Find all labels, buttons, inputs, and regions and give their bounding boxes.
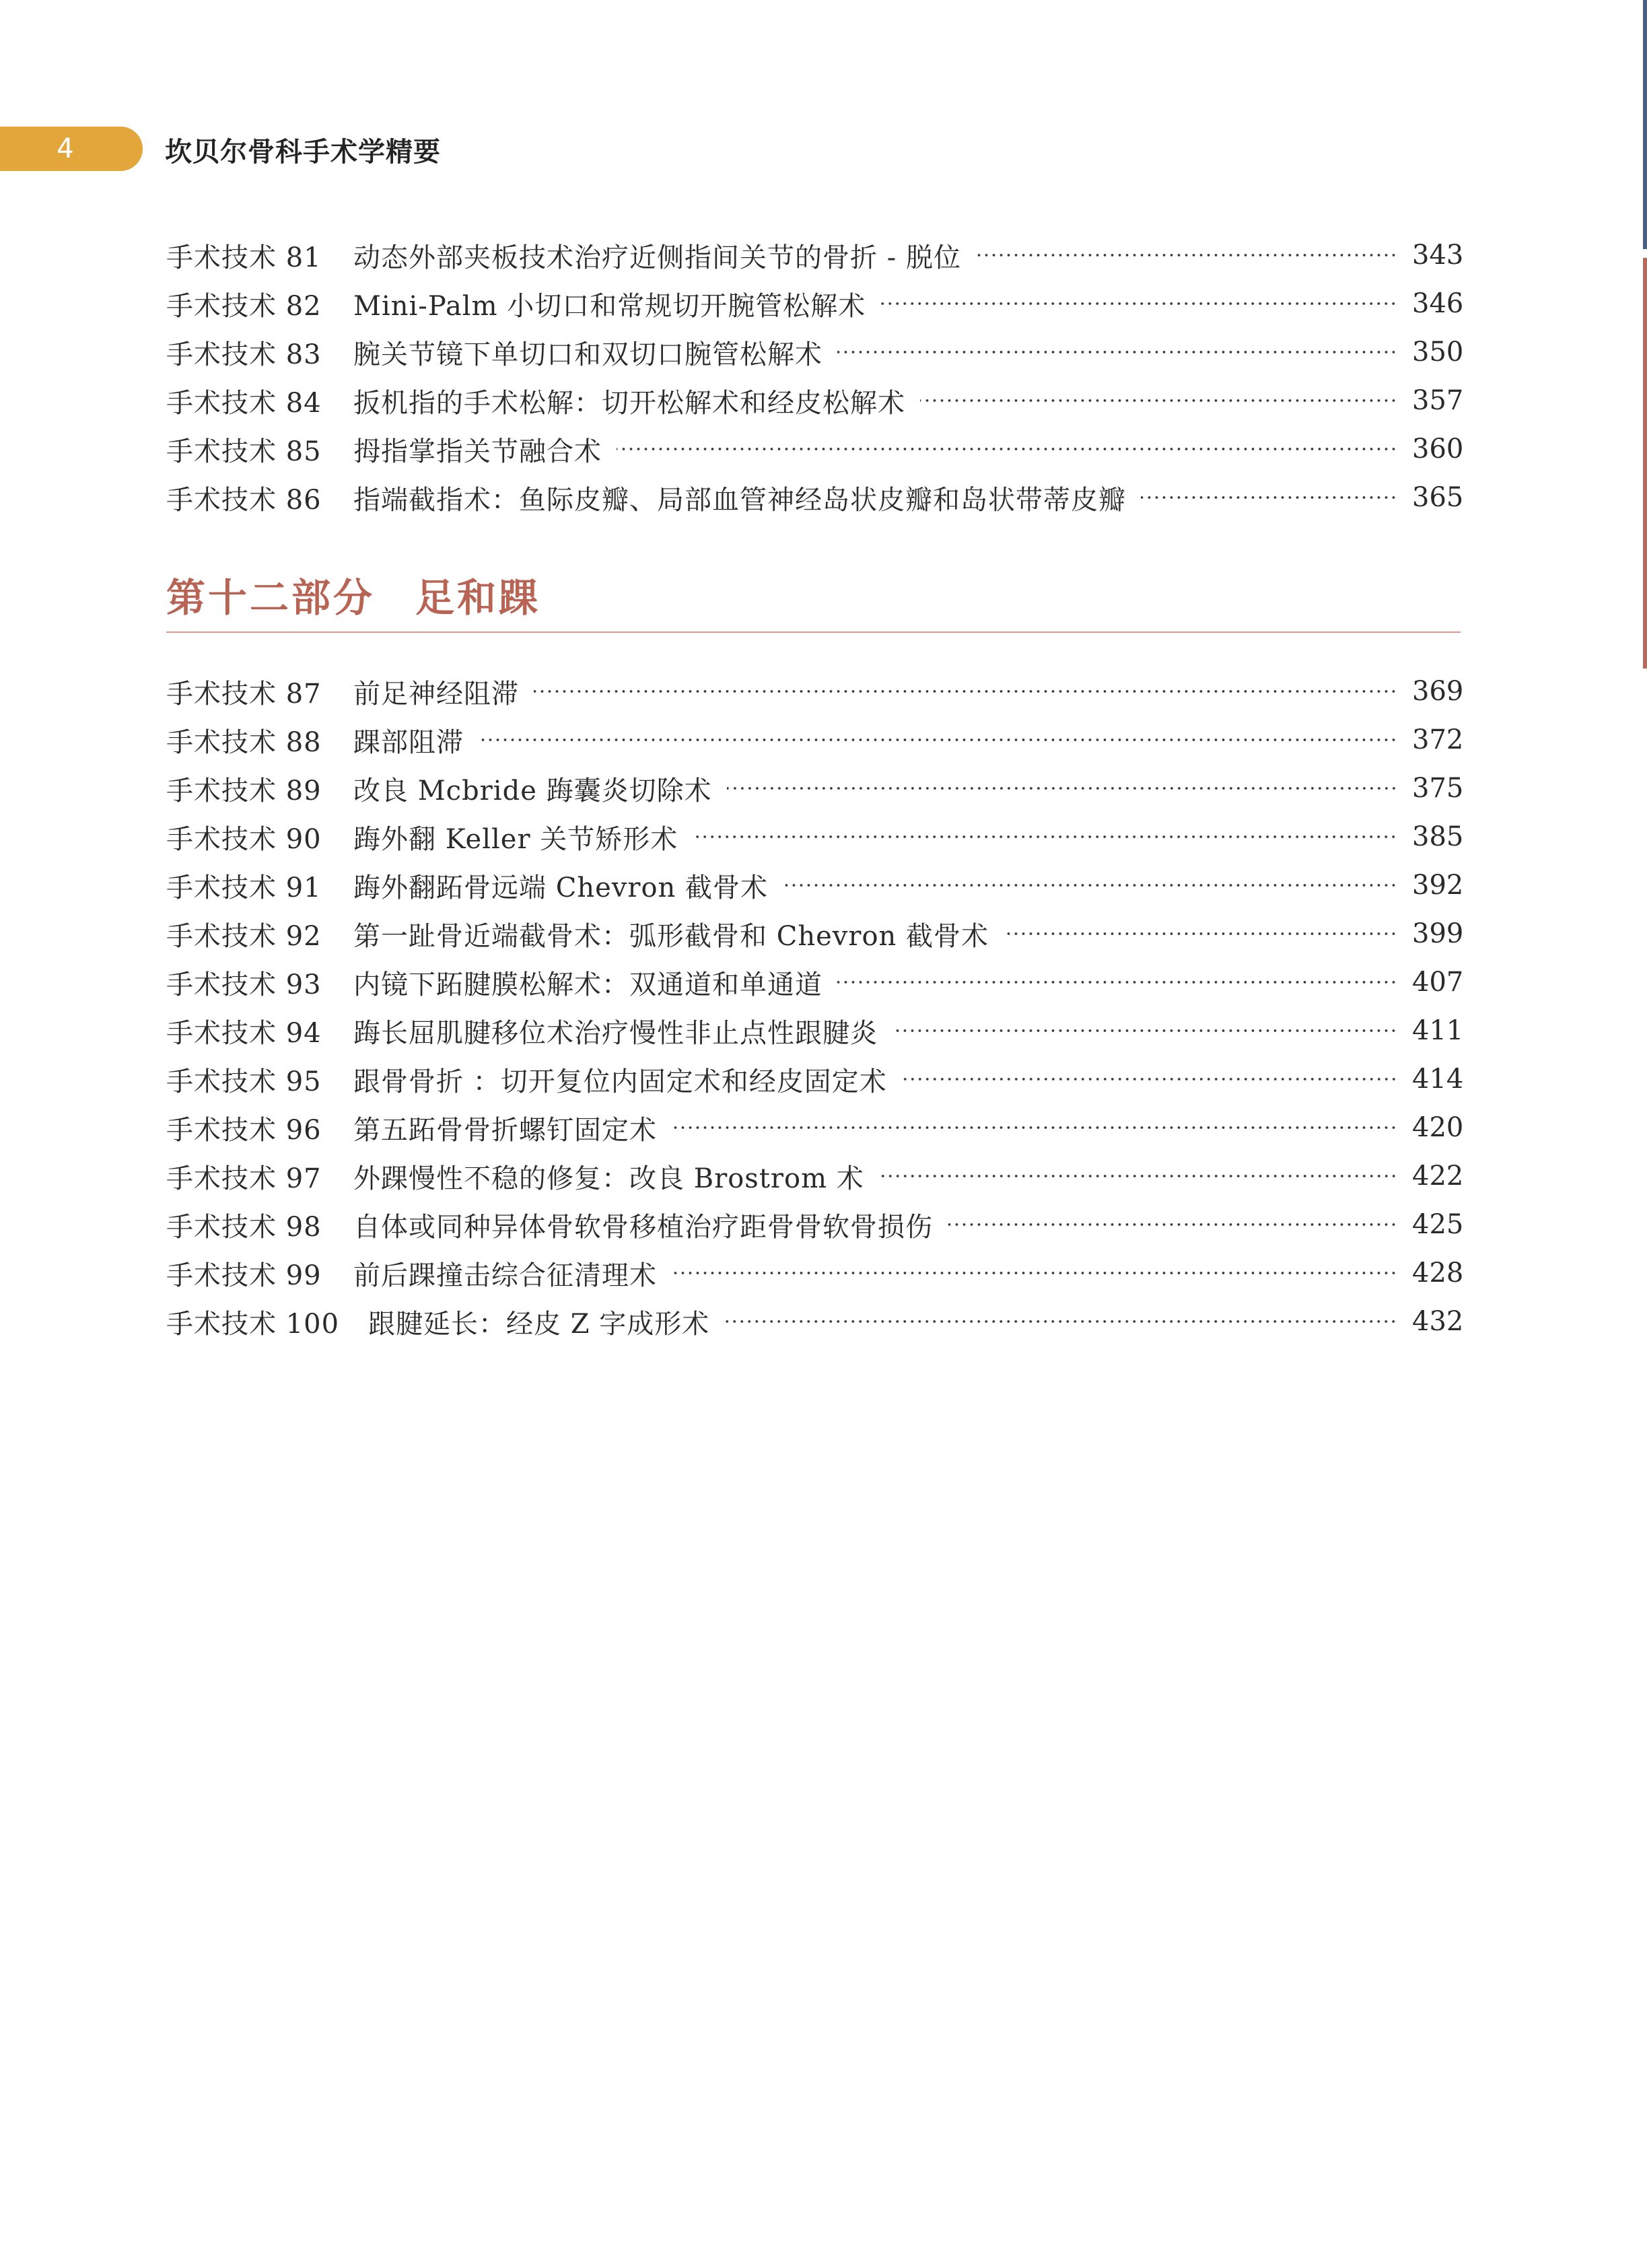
toc-entry[interactable]: [166, 425, 1464, 473]
dot-leader: [892, 1029, 1397, 1033]
toc-list-foot-ankle: [166, 667, 1464, 1346]
toc-entry-page: 425: [1412, 1209, 1464, 1240]
dot-leader: [976, 253, 1397, 257]
toc-entry-label: 手术技术 81: [166, 242, 322, 273]
toc-entry[interactable]: [166, 764, 1464, 813]
toc-entry-page: 432: [1412, 1306, 1464, 1337]
toc-entry[interactable]: [166, 1200, 1464, 1249]
dot-leader: [837, 350, 1397, 354]
toc-entry-label: 手术技术 94: [166, 1017, 322, 1049]
page-number-tab: [0, 127, 143, 171]
toc-entry[interactable]: [166, 909, 1464, 958]
dot-leader: [479, 738, 1397, 742]
toc-entry-label: 手术技术 90: [166, 823, 322, 855]
dot-leader: [534, 689, 1397, 693]
toc-entry[interactable]: [166, 813, 1464, 861]
toc-entry-label: 手术技术 87: [166, 678, 322, 710]
toc-entry-page: 346: [1412, 288, 1464, 319]
toc-entry-page: 407: [1412, 967, 1464, 998]
toc-entry-page: 343: [1412, 240, 1464, 271]
page-number: 4: [57, 133, 74, 164]
toc-entry-title: Mini-Palm 小切口和常规切开腕管松解术: [353, 290, 866, 322]
toc-entry-label: 手术技术 93: [166, 969, 322, 1000]
toc-entry-label: 手术技术 100: [166, 1308, 340, 1340]
toc-entry-title: 跟骨骨折 ：切开复位内固定术和经皮固定术: [353, 1066, 887, 1097]
toc-entry[interactable]: [166, 231, 1464, 279]
toc-entry-title: 内镜下跖腱膜松解术：双通道和单通道: [353, 969, 822, 1000]
toc-entry[interactable]: [166, 1249, 1464, 1297]
toc-entry-label: 手术技术 86: [166, 484, 322, 516]
dot-leader: [902, 1077, 1397, 1081]
toc-entry-title: 第一趾骨近端截骨术：弧形截骨和 Chevron 截骨术: [353, 920, 989, 952]
edge-color-mark: [1643, 258, 1647, 668]
toc-entry-page: 411: [1412, 1015, 1464, 1046]
toc-entry-label: 手术技术 98: [166, 1211, 322, 1243]
dot-leader: [1004, 932, 1397, 936]
dot-leader: [693, 835, 1397, 839]
toc-entry-page: 357: [1412, 385, 1464, 416]
toc-entry[interactable]: [166, 667, 1464, 716]
toc-entry[interactable]: [166, 1006, 1464, 1055]
toc-entry[interactable]: [166, 279, 1464, 328]
toc-entry-title: 前后踝撞击综合征清理术: [353, 1260, 657, 1291]
toc-entry-title: 踇外翻 Keller 关节矫形术: [353, 823, 678, 855]
toc-entry-label: 手术技术 91: [166, 872, 322, 903]
toc-entry-title: 指端截指术：鱼际皮瓣、局部血管神经岛状皮瓣和岛状带蒂皮瓣: [353, 484, 1126, 516]
toc-entry-page: 392: [1412, 870, 1464, 901]
section-heading: [166, 571, 1461, 633]
toc-entry-title: 自体或同种异体骨软骨移植治疗距骨骨软骨损伤: [353, 1211, 933, 1243]
toc-entry-label: 手术技术 84: [166, 387, 322, 419]
toc-entry-title: 腕关节镜下单切口和双切口腕管松解术: [353, 339, 822, 370]
dot-leader: [948, 1223, 1397, 1227]
dot-leader: [783, 883, 1397, 887]
dot-leader: [724, 1319, 1397, 1324]
toc-entry-title: 第五跖骨骨折螺钉固定术: [353, 1114, 657, 1146]
toc-entry-title: 拇指掌指关节融合术: [353, 436, 602, 467]
toc-entry[interactable]: [166, 376, 1464, 425]
dot-leader: [727, 786, 1397, 790]
toc-entry-label: 手术技术 92: [166, 920, 322, 952]
toc-entry-label: 手术技术 89: [166, 775, 322, 806]
toc-entry[interactable]: [166, 716, 1464, 764]
edge-color-mark: [1643, 0, 1647, 249]
dot-leader: [672, 1271, 1397, 1275]
toc-entry-title: 外踝慢性不稳的修复：改良 Brostrom 术: [353, 1163, 864, 1194]
dot-leader: [617, 447, 1397, 451]
toc-entry-label: 手术技术 97: [166, 1163, 322, 1194]
running-title: 坎贝尔骨科手术学精要: [165, 137, 441, 168]
dot-leader: [672, 1126, 1397, 1130]
toc-entry[interactable]: [166, 1055, 1464, 1103]
toc-entry-title: 踇外翻跖骨远端 Chevron 截骨术: [353, 872, 769, 903]
toc-entry-page: 422: [1412, 1161, 1464, 1192]
toc-entry-page: 428: [1412, 1258, 1464, 1288]
dot-leader: [1141, 495, 1397, 500]
toc-entry-page: 385: [1412, 821, 1464, 852]
toc-entry-page: 414: [1412, 1064, 1464, 1095]
dot-leader: [837, 980, 1397, 984]
section-number: 第十二部分: [166, 575, 376, 621]
toc-entry-page: 372: [1412, 724, 1464, 755]
toc-entry-page: 369: [1412, 676, 1464, 707]
toc-entry-title: 扳机指的手术松解：切开松解术和经皮松解术: [353, 387, 905, 419]
toc-entry-title: 踝部阻滞: [353, 726, 464, 758]
toc-entry[interactable]: [166, 1103, 1464, 1152]
toc-entry-title: 前足神经阻滞: [353, 678, 519, 710]
toc-list-hand: [166, 231, 1464, 522]
toc-entry-label: 手术技术 95: [166, 1066, 322, 1097]
toc-entry-label: 手术技术 88: [166, 726, 322, 758]
toc-entry[interactable]: [166, 1297, 1464, 1346]
toc-entry-title: 跟腱延长：经皮 Z 字成形术: [368, 1308, 710, 1340]
dot-leader: [920, 399, 1397, 403]
toc-entry-page: 365: [1412, 482, 1464, 513]
toc-entry[interactable]: [166, 958, 1464, 1006]
toc-entry[interactable]: [166, 328, 1464, 376]
toc-entry-label: 手术技术 96: [166, 1114, 322, 1146]
toc-entry-label: 手术技术 83: [166, 339, 322, 370]
toc-entry-page: 420: [1412, 1112, 1464, 1143]
toc-entry-page: 375: [1412, 773, 1464, 804]
toc-entry[interactable]: [166, 473, 1464, 522]
toc-entry-label: 手术技术 99: [166, 1260, 322, 1291]
toc-entry-title: 改良 Mcbride 踇囊炎切除术: [353, 775, 712, 806]
toc-entry[interactable]: [166, 1152, 1464, 1200]
toc-entry-label: 手术技术 82: [166, 290, 322, 322]
toc-entry-page: 350: [1412, 337, 1464, 368]
section-title: 足和踝: [415, 575, 541, 621]
toc-entry-page: 399: [1412, 918, 1464, 949]
toc-entry[interactable]: [166, 861, 1464, 909]
dot-leader: [879, 1174, 1397, 1178]
toc-entry-title: 动态外部夹板技术治疗近侧指间关节的骨折 - 脱位: [353, 242, 961, 273]
toc-entry-label: 手术技术 85: [166, 436, 322, 467]
toc-entry-title: 踇长屈肌腱移位术治疗慢性非止点性跟腱炎: [353, 1017, 878, 1049]
toc-entry-page: 360: [1412, 434, 1464, 465]
dot-leader: [880, 302, 1397, 306]
